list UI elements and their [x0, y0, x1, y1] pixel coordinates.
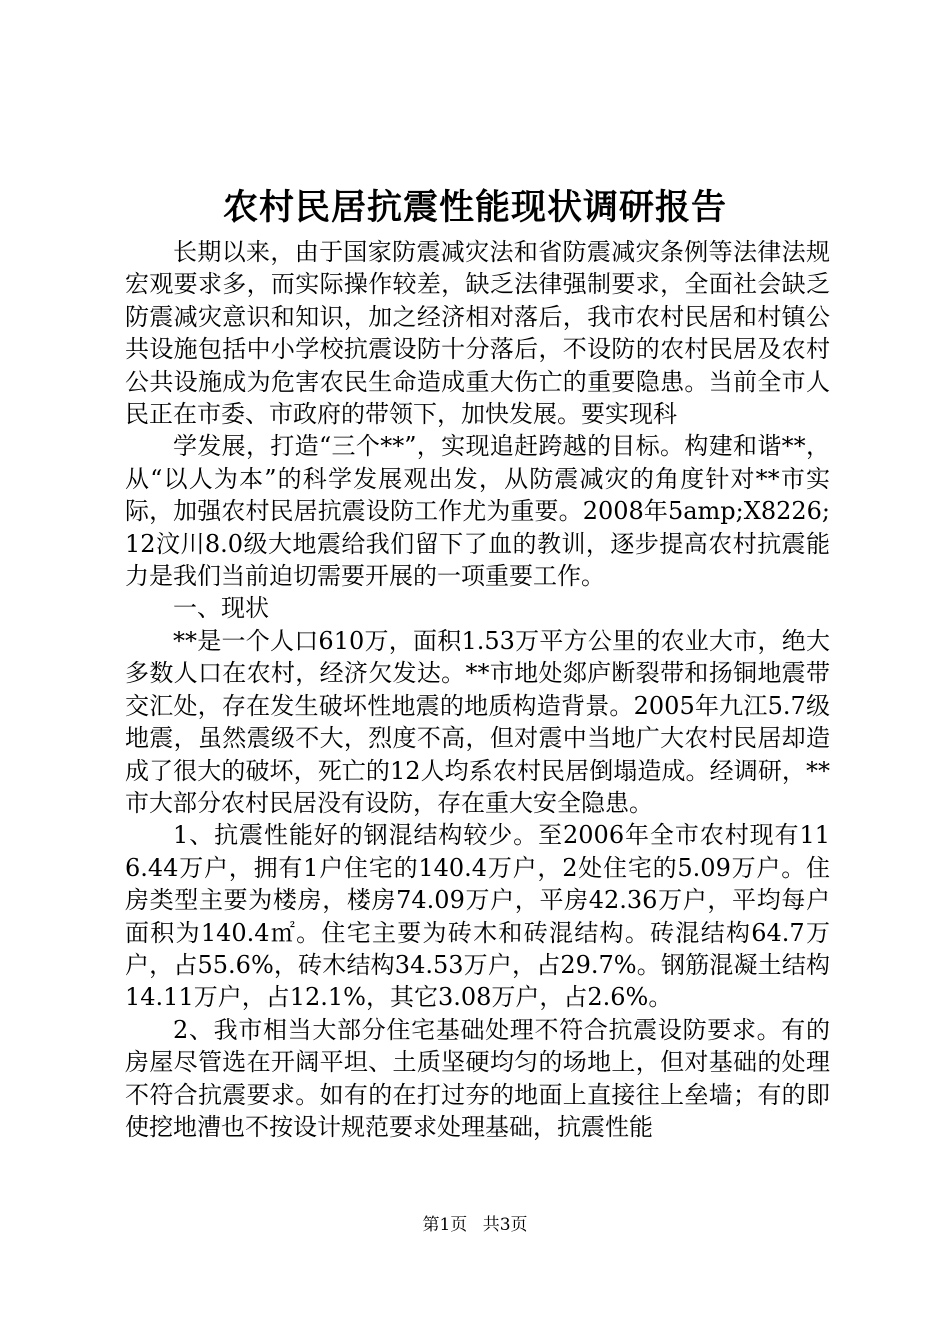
paragraph-status: **是一个人口610万，面积1.53万平方公里的农业大市，绝大多数人口在农村，经济欠发达。**市地处郯庐断裂带和扬铜地震带交汇处，存在发生破坏性地震的地质构造背景。2005年九江5.7级地震，虽然震级不大，烈度不高，但对震中当地广大农村民居却造成了很大的破坏，死亡的12人均系农村民居倒塌造成。经调研，**市大部分农村民居没有设防，存在重大安全隐患。: [125, 626, 830, 817]
section-heading-status: 一、现状: [173, 594, 269, 623]
paragraph-intro: 长期以来，由于国家防震减灾法和省防震减灾条例等法律法规宏观要求多，而实际操作较差，缺乏法律强制要求，全面社会缺乏防震减灾意识和知识，加之经济相对落后，我市农村民居和村镇公共设施包括中小学校抗震设防十分落后，不设防的农村民居及农村公共设施成为危害农民生命造成重大伤亡的重要隐患。当前全市人民正在市委、市政府的带领下，加快发展。要实现科: [125, 238, 830, 429]
paragraph-development: 学发展，打造“三个**”，实现追赶跨越的目标。构建和谐**，从“以人为本”的科学发展观出发，从防震减灾的角度针对**市实际，加强农村民居抗震设防工作尤为重要。2008年5amp;X8226;12汶川8.0级大地震给我们留下了血的教训，逐步提高农村抗震能力是我们当前迫切需要开展的一项重要工作。: [125, 432, 830, 591]
paragraph-point-1: 1、抗震性能好的钢混结构较少。至2006年全市农村现有116.44万户，拥有1户住宅的140.4万户，2处住宅的5.09万户。住房类型主要为楼房，楼房74.09万户，平房42.36万户，平均每户面积为140.4㎡。住宅主要为砖木和砖混结构。砖混结构64.7万户，占55.6%，砖木结构34.53万户，占29.7%。钢筋混凝土结构14.11万户，占12.1%，其它3.08万户，占2.6%。: [125, 821, 830, 1012]
page-footer: [0, 1214, 950, 1236]
paragraph-point-2: 2、我市相当大部分住宅基础处理不符合抗震设防要求。有的房屋尽管选在开阔平坦、土质坚硬均匀的场地上，但对基础的处理不符合抗震要求。如有的在打过夯的地面上直接往上垒墙；有的即使挖地漕也不按设计规范要求处理基础，抗震性能: [125, 1015, 830, 1141]
page-number: 第1页: [422, 1215, 468, 1235]
page-total: 共3页: [482, 1215, 528, 1235]
document-title: 农村民居抗震性能现状调研报告: [222, 187, 727, 228]
document-body: [125, 236, 830, 1143]
